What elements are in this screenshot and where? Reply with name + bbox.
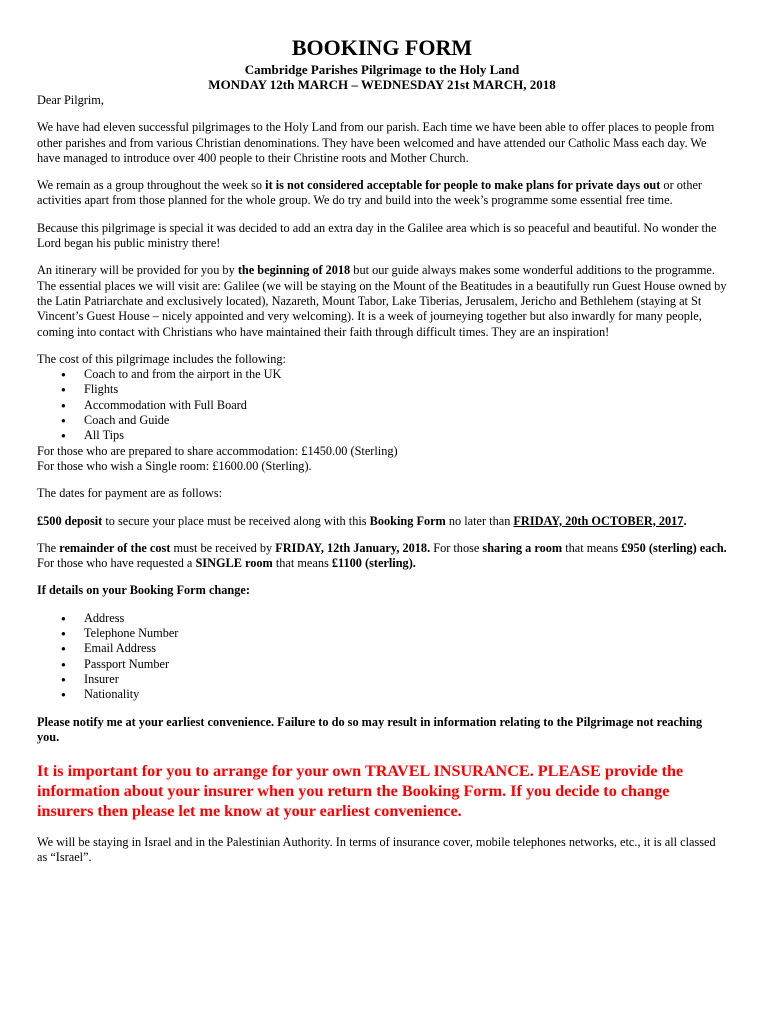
pilgrimage-name: Cambridge Parishes Pilgrimage to the Holy Land xyxy=(244,62,520,77)
text-run: that means xyxy=(562,540,622,555)
text-run: The xyxy=(37,540,60,555)
text-run: or other activities apart from those planned for the whole group. We do try and build into the week’s programme some essential free time. xyxy=(37,178,703,208)
private-days-notice: it is not considered acceptable for people to make plans for private days out xyxy=(265,178,661,193)
booking-form-ref: Booking Form xyxy=(369,513,446,528)
remainder-label: remainder of the cost xyxy=(59,540,171,555)
list-item: ● Coach and Guide xyxy=(84,413,727,428)
sharing-label: sharing a room xyxy=(482,540,563,555)
israel-note: We will be staying in Israel and in the Palestinian Authority. In terms of insurance cover, mobile telephones networks, etc., it is all classed as “Israel”. xyxy=(37,835,716,865)
notify-paragraph: Please notify me at your earliest convenience. Failure to do so may result in information relating to the Pilgrimage not reaching you. xyxy=(37,714,703,744)
single-amount: £1100 (sterling). xyxy=(331,556,416,571)
deposit-amount: £500 deposit xyxy=(37,513,103,528)
text-run: For those who have requested a xyxy=(37,556,196,571)
text-run: For those xyxy=(430,540,483,555)
list-item: ● Email Address xyxy=(84,641,727,656)
text-run: to secure your place must be received along with this xyxy=(102,513,370,528)
page-title: BOOKING FORM xyxy=(291,35,473,60)
change-details-list xyxy=(37,611,727,703)
list-item: ● Insurer xyxy=(84,672,727,687)
galilee-paragraph: Because this pilgrimage is special it was decided to add an extra day in the Galilee area which is so peaceful and beautiful. No wonder the Lord began his public ministry there! xyxy=(37,220,717,251)
shared-room-price: For those who are prepared to share accommodation: £1450.00 (Sterling) xyxy=(37,443,398,458)
list-item: ● Coach to and from the airport in the UK xyxy=(84,367,727,382)
text-run: no later than xyxy=(445,513,514,528)
change-heading: If details on your Booking Form change: xyxy=(37,583,250,598)
remainder-paragraph xyxy=(37,541,727,572)
text-run: but our guide always makes some wonderful additions to the programme. The essential places we will visit are: Galilee (we will be staying on the Mount of the Beatitudes in a beautifully run Guest House owned by the Latin Patriarchate and exclusively located), Nazareth, Mount Tabor, Lake Tiberias, Jerusalem, Jericho and Bethlehem (staying at St Vincent’s Guest House – nicely appointed and very welcoming). It is a week of journeying together but also inwardly for many people, coming into contact with Christians who have maintained their faith through difficult times. They are an inspiration! xyxy=(37,263,727,339)
payment-dates-intro: The dates for payment are as follows: xyxy=(37,486,223,501)
group-policy-paragraph xyxy=(37,178,727,209)
sharing-amount: £950 (sterling) each. xyxy=(621,540,727,555)
salutation: Dear Pilgrim, xyxy=(37,93,104,107)
text-run: must be received by xyxy=(170,540,276,555)
deposit-paragraph xyxy=(37,514,727,529)
single-label: SINGLE room xyxy=(195,556,273,571)
remainder-deadline: FRIDAY, 12th January, 2018. xyxy=(275,540,431,555)
list-item: ● Flights xyxy=(84,382,727,397)
itinerary-date: the beginning of 2018 xyxy=(237,263,351,278)
list-item: ● Nationality xyxy=(84,687,727,702)
single-room-price: For those who wish a Single room: £1600.00 (Sterling). xyxy=(37,458,312,473)
list-item: ● Passport Number xyxy=(84,657,727,672)
text-run: We remain as a group throughout the week so xyxy=(37,178,266,193)
text-run: that means xyxy=(272,556,332,571)
text-run: An itinerary will be provided for you by xyxy=(37,263,238,278)
intro-paragraph: We have had eleven successful pilgrimages to the Holy Land from our parish. Each time we have been able to offer places to people from other parishes and from various Christian denominations. They have been welcomed and have attended our Catholic Mass each day. We have managed to introduce over 400 people to their Christine roots and Mother Church. xyxy=(37,120,715,165)
list-item: ● Accommodation with Full Board xyxy=(84,398,727,413)
itinerary-paragraph xyxy=(37,263,727,339)
cost-inclusions-list xyxy=(37,367,727,443)
travel-insurance-warning: It is important for you to arrange for your own TRAVEL INSURANCE. PLEASE provide the information about your insurer when you return the Booking Form. If you decide to change insurers then please let me know at your earliest convenience. xyxy=(37,762,684,821)
list-item: ● Address xyxy=(84,611,727,626)
list-item: ● Telephone Number xyxy=(84,626,727,641)
text-run: . xyxy=(683,513,687,528)
pilgrimage-dates: MONDAY 12th MARCH – WEDNESDAY 21st MARCH, 2018 xyxy=(208,77,556,92)
booking-form-page xyxy=(37,36,727,866)
list-item: ● All Tips xyxy=(84,428,727,443)
cost-intro: The cost of this pilgrimage includes the following: xyxy=(37,351,286,366)
deposit-deadline: FRIDAY, 20th OCTOBER, 2017 xyxy=(513,513,684,528)
